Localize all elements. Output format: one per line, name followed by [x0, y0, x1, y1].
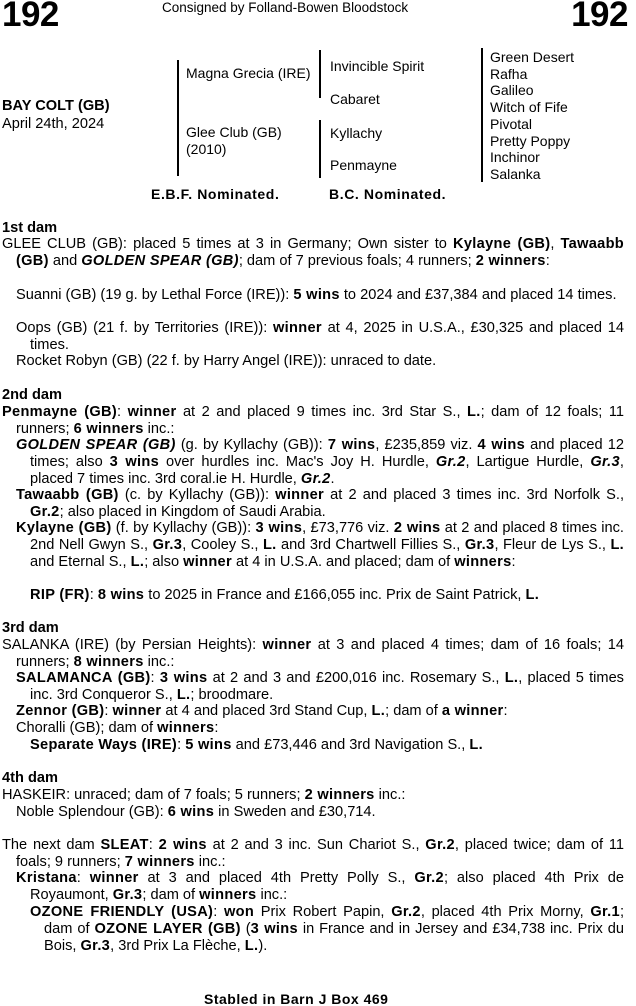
produce-record: OZONE FRIENDLY (USA): won Prix Robert Papin, Gr.2, placed 4th Prix Morny, Gr.1; dam of OZONE LAYER (GB) (3 wins in France and in Jersey and £34,738 inc. Prix du Bois, Gr.3, 3rd Prix La Flèche, L.).	[30, 904, 624, 954]
fourth-dam-heading: 4th dam	[2, 770, 58, 786]
third-dam-heading: 3rd dam	[2, 620, 59, 636]
produce-record: Rocket Robyn (GB) (22 f. by Harry Angel (IRE)): unraced to date.	[16, 353, 437, 369]
produce-record: SALAMANCA (GB): 3 wins at 2 and 3 and £200,016 inc. Rosemary S., L., placed 5 times inc. 3rd Conqueror S., L.; broodmare.	[16, 670, 624, 703]
pedigree-g3-item: Witch of Fife	[490, 99, 568, 115]
pedigree-g3-item: Pretty Poppy	[490, 133, 571, 149]
produce-record: Noble Splendour (GB): 6 wins in Sweden and £30,714.	[16, 804, 376, 820]
pedigree-bracket-3	[481, 48, 483, 182]
pedigree-g3-item: Inchinor	[490, 149, 540, 165]
pedigree-g3-item: Salanka	[490, 166, 541, 182]
third-dam-paragraph: SALANKA (IRE) (by Persian Heights): winner at 3 and placed 4 times; dam of 16 foals; 14 runners; 8 winners inc.:	[2, 637, 624, 670]
pedigree-bracket-2b	[319, 120, 321, 178]
pedigree-g3-item: Galileo	[490, 82, 534, 98]
pedigree-dam-dam: Penmayne	[330, 157, 397, 173]
produce-record: Suanni (GB) (19 g. by Lethal Force (IRE)): 5 wins to 2024 and £37,384 and placed 14 times.	[16, 287, 617, 303]
produce-record: Oops (GB) (21 f. by Territories (IRE)): winner at 4, 2025 in U.S.A., £30,325 and placed 14 times.	[16, 320, 624, 353]
second-dam-paragraph: Penmayne (GB): winner at 2 and placed 9 times inc. 3rd Star S., L.; dam of 12 foals; 11 runners; 6 winners inc.:	[2, 404, 625, 437]
lot-number-left: 192	[2, 0, 59, 34]
fourth-dam-paragraph: HASKEIR: unraced; dam of 7 foals; 5 runners; 2 winners inc.:	[2, 787, 406, 803]
pedigree-g3-item: Pivotal	[490, 116, 533, 132]
produce-record: RIP (FR): 8 wins to 2025 in France and £166,055 inc. Prix de Saint Patrick, L.	[30, 587, 540, 603]
pedigree-sire: Magna Grecia (IRE)	[186, 65, 311, 81]
consignor-text: Consigned by Folland-Bowen Bloodstock	[162, 0, 409, 15]
bc-nomination: B.C. Nominated.	[329, 186, 447, 202]
produce-record: GOLDEN SPEAR (GB) (g. by Kyllachy (GB)): 7 wins, £235,859 viz. 4 wins and placed 12 times; also 3 wins over hurdles inc. Mac's Joy H. Hurdle, Gr.2, Lartigue Hurdle, Gr.3, placed 7 times inc. 3rd coral.ie H. Hurdle, Gr.2.	[16, 437, 624, 487]
pedigree-bracket-1	[177, 60, 179, 176]
next-dam-paragraph: The next dam SLEAT: 2 wins at 2 and 3 inc. Sun Chariot S., Gr.2, placed twice; dam of 11 foals; 9 runners; 7 winners inc.:	[2, 837, 624, 870]
pedigree-dam: Glee Club (GB) (2010)	[186, 124, 282, 157]
first-dam-heading: 1st dam	[2, 220, 58, 236]
pedigree-g3-item: Rafha	[490, 66, 528, 82]
produce-record: Kylayne (GB) (f. by Kyllachy (GB)): 3 wins, £73,776 viz. 2 wins at 2 and placed 8 times inc. 2nd Nell Gwyn S., Gr.3, Cooley S., L. and 3rd Chartwell Fillies S., Gr.3, Fleur de Lys S., L. and Eternal S., L.; also winner at 4 in U.S.A. and placed; dam of winners:	[16, 520, 625, 570]
produce-record: Zennor (GB): winner at 4 and placed 3rd Stand Cup, L.; dam of a winner:	[16, 703, 508, 719]
produce-record: Choralli (GB); dam of winners:	[16, 720, 219, 736]
ebf-nomination: E.B.F. Nominated.	[151, 186, 280, 202]
second-dam-heading: 2nd dam	[2, 387, 63, 403]
stabling-footer: Stabled in Barn J Box 469	[204, 991, 389, 1006]
pedigree-sire-dam: Cabaret	[330, 91, 380, 107]
produce-record: Kristana: winner at 3 and placed 4th Pretty Polly S., Gr.2; also placed 4th Prix de Royaumont, Gr.3; dam of winners inc.:	[16, 870, 624, 903]
first-dam-paragraph: GLEE CLUB (GB): placed 5 times at 3 in Germany; Own sister to Kylayne (GB), Tawaabb (GB) and GOLDEN SPEAR (GB); dam of 7 previous foals; 4 runners; 2 winners:	[2, 236, 625, 269]
foaling-date: April 24th, 2024	[2, 116, 105, 132]
produce-record: Separate Ways (IRE): 5 wins and £73,446 and 3rd Navigation S., L.	[30, 737, 483, 753]
horse-description: BAY COLT (GB)	[2, 98, 110, 114]
pedigree-g3-item: Green Desert	[490, 49, 575, 65]
lot-number-right: 192	[571, 0, 628, 34]
pedigree-bracket-2a	[319, 50, 321, 98]
pedigree-dam-sire: Kyllachy	[330, 125, 383, 141]
produce-record: Tawaabb (GB) (c. by Kyllachy (GB)): winner at 2 and placed 3 times inc. 3rd Norfolk S., Gr.2; also placed in Kingdom of Saudi Arabia.	[16, 487, 624, 520]
pedigree-sire-sire: Invincible Spirit	[330, 58, 425, 74]
